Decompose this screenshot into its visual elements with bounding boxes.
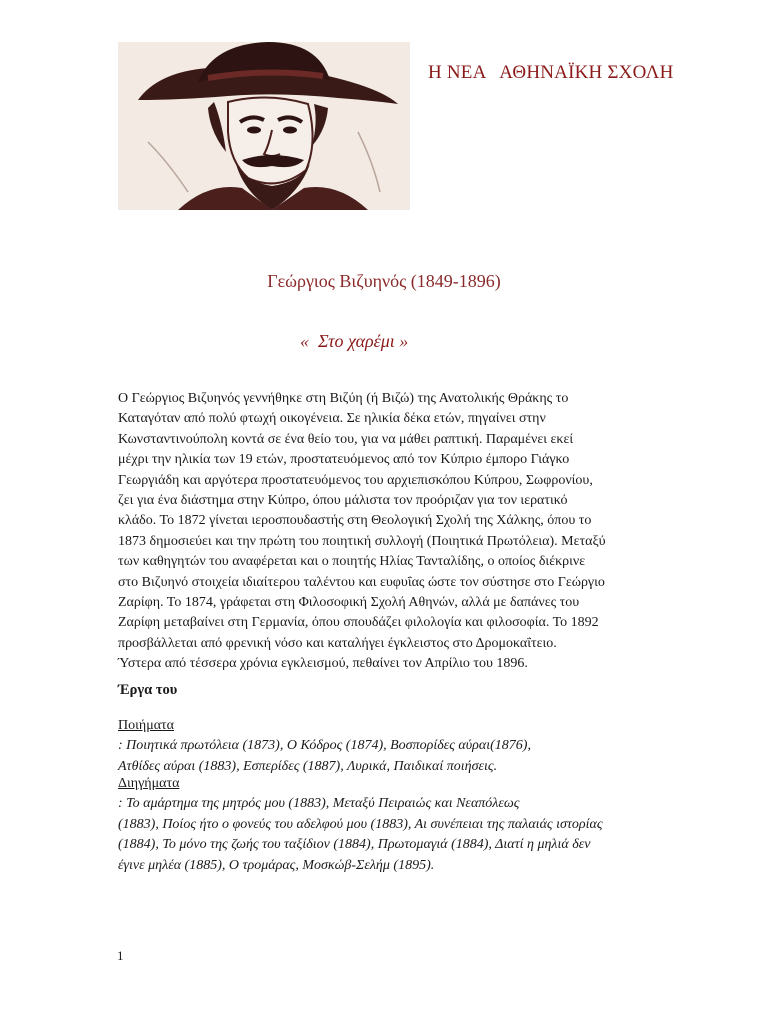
biography-line: Ζαρίφη. Το 1874, γράφεται στη Φιλοσοφική Σχολή Αθηνών, αλλά με δαπάνες του bbox=[118, 595, 580, 611]
biography-line: Γεωργιάδη και αργότερα προστατευόμενος του αρχιεπισκόπου Κύπρου, Σωφρονίου, bbox=[118, 472, 593, 488]
stories-list bbox=[118, 774, 730, 876]
biography-line: Καταγόταν από πολύ φτωχή οικογένεια. Σε ηλικία δέκα ετών, πηγαίνει στην bbox=[118, 411, 546, 427]
biography-line: Ζαρίφη μεταβαίνει στη Γερμανία, όπου σπουδάζει φιλολογία και φιλοσοφία. Το 1892 bbox=[118, 615, 599, 631]
poems-line bbox=[118, 716, 730, 757]
biography-line: προσβάλλεται από φρενική νόσο και καταλήγει έγκλειστος στο Δρομοκαΐτειο. bbox=[118, 635, 557, 651]
school-title: Η ΝΕΑ ΑΘΗΝΑΪΚΗ ΣΧΟΛΗ bbox=[428, 62, 674, 83]
biography-line: μέχρι την ηλικία των 19 ετών, προστατευόμενος από τον Κύπριο έμπορο Γιάγκο bbox=[118, 452, 570, 468]
biography-line: ζει για ένα διάστημα στην Κύπρο, όπου μάλιστα τον προόριζαν για τον ιερατικό bbox=[118, 493, 568, 509]
poems-line: Ατθίδες αύραι (1883), Εσπερίδες (1887), Λυρικά, Παιδικαί ποιήσεις. bbox=[118, 758, 498, 774]
stories-line: έγινε μηλέα (1885), Ο τρομάρας, Μοσκώβ-Σελήμ (1895). bbox=[118, 857, 435, 873]
poems-label: Ποιήματα bbox=[118, 718, 174, 733]
author-portrait bbox=[118, 42, 410, 210]
page-number: 1 bbox=[117, 948, 124, 963]
biography-paragraph bbox=[118, 389, 730, 675]
stories-line: (1884), Το μόνο της ζωής του ταξίδιον (1884), Πρωτομαγιά (1884), Διατί η μηλιά δεν bbox=[118, 837, 591, 853]
biography-line: 1873 δημοσιεύει και την πρώτη του ποιητική συλλογή (Ποιητικά Πρωτόλεια). Μεταξύ bbox=[118, 533, 606, 549]
stories-label: Διηγήματα bbox=[118, 776, 180, 791]
stories-text: : Το αμάρτημα της μητρός μου (1883), Μεταξύ Πειραιώς και Νεαπόλεως bbox=[118, 796, 520, 812]
portrait-sketch-icon bbox=[118, 42, 410, 210]
works-heading: Έργα του bbox=[118, 682, 178, 698]
author-heading: Γεώργιος Βιζυηνός (1849-1896) bbox=[267, 271, 501, 291]
work-title: « Στο χαρέμι » bbox=[300, 331, 409, 351]
poems-text: : Ποιητικά πρωτόλεια (1873), Ο Κόδρος (1874), Βοσπορίδες αύραι(1876), bbox=[118, 738, 531, 754]
stories-line bbox=[118, 774, 730, 815]
biography-line: κλάδο. Το 1872 γίνεται ιεροσπουδαστής στη Θεολογική Σχολή της Χάλκης, όπου το bbox=[118, 513, 592, 529]
stories-line: (1883), Ποίος ήτο ο φονεύς του αδελφού μου (1883), Αι συνέπειαι της παλαιάς ιστορίας bbox=[118, 816, 603, 832]
poems-list bbox=[118, 716, 730, 777]
biography-line: Ύστερα από τέσσερα χρόνια εγκλεισμού, πεθαίνει τον Απρίλιο του 1896. bbox=[118, 656, 528, 672]
biography-line: στο Βιζυηνό στοιχεία ιδιαίτερου ταλέντου και ευφυΐας ώστε τον σύστησε στο Γεώργιο bbox=[118, 574, 605, 590]
biography-line: Ο Γεώργιος Βιζυηνός γεννήθηκε στη Βιζύη (ή Βιζώ) της Ανατολικής Θράκης το bbox=[118, 391, 569, 406]
biography-line: των καθηγητών του αναφέρεται και ο ποιητής Ηλίας Τανταλίδης, ο οποίος διέκρινε bbox=[118, 554, 586, 570]
biography-line: Κωνσταντινούπολη κοντά σε ένα θείο του, για να μάθει ραπτική. Παραμένει εκεί bbox=[118, 431, 574, 447]
